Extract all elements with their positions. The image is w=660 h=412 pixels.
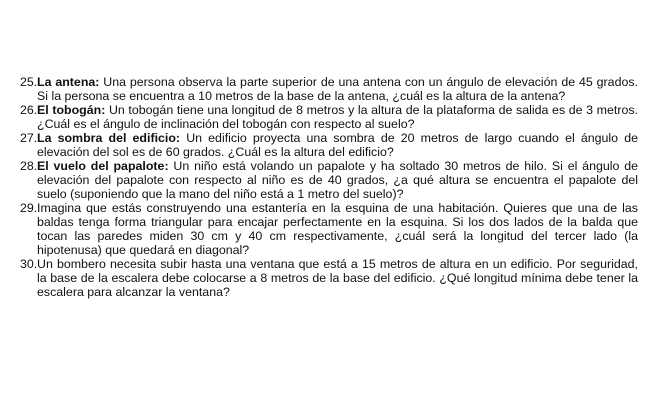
problem-list [20, 75, 638, 299]
problem-text: Un niño está volando un papalote y ha soltado 30 metros de hilo. Si el ángulo de elevación del papalote con respecto al niño es de 40 grados, ¿a qué altura se encuentra el papalote del suelo (suponiendo que la mano del niño está a 1 metro del suelo)? [37, 159, 639, 201]
problem-text: Una persona observa la parte superior de una antena con un ángulo de elevación de 45 grados. Si la persona se encuentra a 10 metros de la base de la antena, ¿cuál es la altura de la antena? [37, 75, 638, 103]
problem-title: El vuelo del papalote: [37, 159, 169, 173]
problem-29 [20, 201, 638, 257]
problem-26 [20, 103, 638, 131]
problem-27 [20, 131, 638, 159]
problem-number: 27. [20, 131, 38, 145]
problem-title: La antena: [37, 75, 100, 89]
problem-title: El tobogán: [37, 103, 106, 117]
problem-text: Un tobogán tiene una longitud de 8 metros y la altura de la plataforma de salida es de 3 metros. ¿Cuál es el ángulo de inclinación del tobogán con respecto al suelo? [37, 103, 638, 131]
problem-text: Un edificio proyecta una sombra de 20 metros de largo cuando el ángulo de elevación del sol es de 60 grados. ¿Cuál es la altura del edificio? [37, 131, 638, 159]
problem-number: 25. [20, 75, 38, 89]
problem-number: 29. [20, 201, 38, 215]
problem-25 [20, 75, 638, 103]
problem-text: Un bombero necesita subir hasta una ventana que está a 15 metros de altura en un edificio. Por seguridad, la base de la escalera debe colocarse a 8 metros de la base del edificio. ¿Qué longitud mínima debe tener la escalera para alcanzar la ventana? [37, 257, 638, 299]
problem-30 [20, 257, 638, 299]
problem-number: 28. [20, 159, 38, 173]
problem-title: La sombra del edificio: [37, 131, 181, 145]
problem-number: 26. [20, 103, 38, 117]
problem-28 [20, 159, 638, 201]
problem-text: Imagina que estás construyendo una estantería en la esquina de una habitación. Quieres que una de las baldas tenga forma triangular para encajar perfectamente en la esquina. Si los dos lados de la balda que tocan las paredes miden 30 cm y 40 cm respectivamente, ¿cuál será la longitud del tercer lado (la hipotenusa) que quedará en diagonal? [37, 201, 638, 257]
problem-number: 30. [20, 257, 38, 271]
